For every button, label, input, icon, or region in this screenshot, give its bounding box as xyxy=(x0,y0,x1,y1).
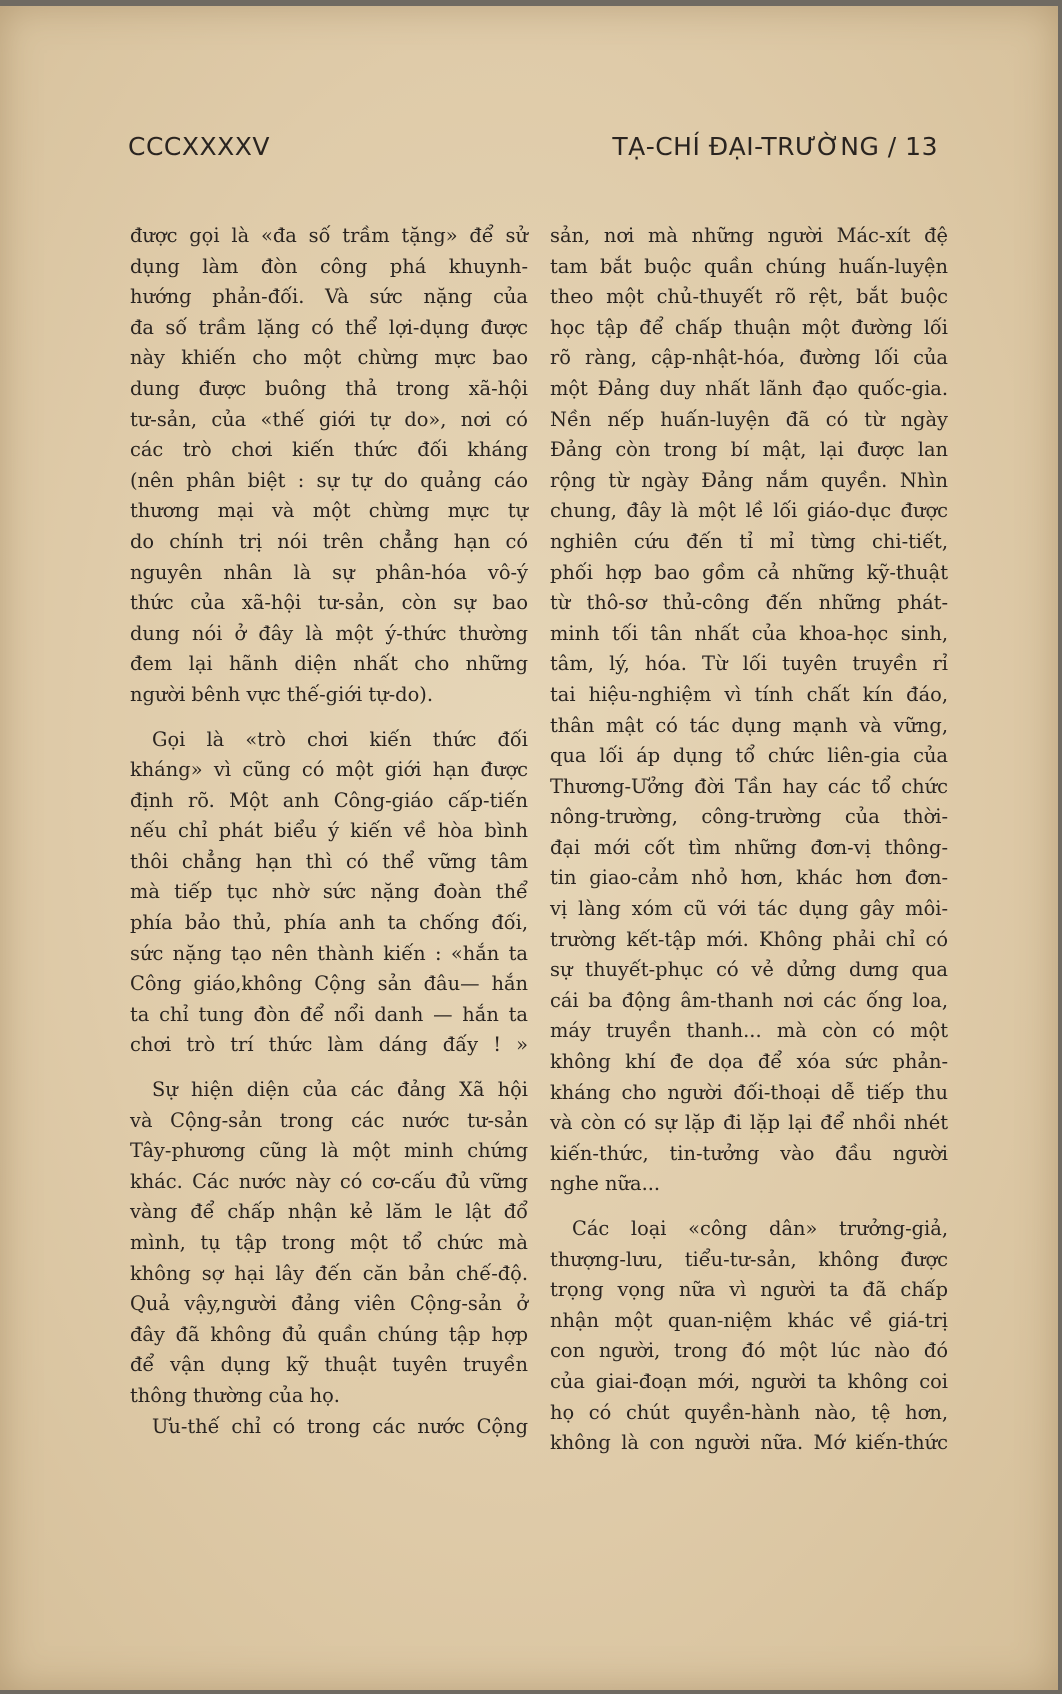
text-line: cái ba động âm-thanh nơi các ống loa, xyxy=(550,988,948,1012)
text-line: tâm, lý, hóa. Từ lối tuyên truyền rỉ xyxy=(550,652,948,676)
text-line: con người, trong đó một lúc nào đó xyxy=(550,1339,948,1363)
text-line: người bênh vực thế-giới tự-do). xyxy=(130,682,433,706)
document-page xyxy=(0,6,1058,1690)
text-line: máy truyền thanh... mà còn có một xyxy=(550,1019,948,1043)
text-line: qua lối áp dụng tổ chức liên-gia của xyxy=(550,744,948,768)
text-line: và còn có sự lặp đi lặp lại để nhồi nhét xyxy=(550,1111,948,1135)
text-line: sự thuyết-phục có vẻ dửng dưng qua xyxy=(550,958,948,982)
text-line: phía bảo thủ, phía anh ta chống đối, xyxy=(130,911,528,935)
text-line: minh tối tân nhất của khoa-học sinh, xyxy=(550,621,948,645)
text-line: trường kết-tập mới. Không phải chỉ có xyxy=(550,927,948,951)
text-line: kiến-thức, tin-tưởng vào đầu người xyxy=(550,1141,948,1165)
paragraph-gap xyxy=(550,1200,948,1214)
text-line: họ có chút quyền-hành nào, tệ hơn, xyxy=(550,1400,948,1424)
text-line: từ thô-sơ thủ-công đến những phát- xyxy=(550,591,948,615)
text-line: vàng để chấp nhận kẻ lăm le lật đổ xyxy=(130,1200,528,1224)
text-line: không là con người nữa. Mớ kiến-thức xyxy=(550,1431,948,1455)
text-line: Đảng còn trong bí mật, lại được lan xyxy=(550,438,948,462)
paragraph-gap xyxy=(130,711,528,725)
text-line: một Đảng duy nhất lãnh đạo quốc-gia. xyxy=(550,376,948,400)
text-line: Quả vậy,người đảng viên Cộng-sản ở xyxy=(130,1292,528,1316)
text-line: đem lại hãnh diện nhất cho những xyxy=(130,652,528,676)
text-line: Sự hiện diện của các đảng Xã hội xyxy=(152,1078,528,1102)
text-line: theo một chủ-thuyết rõ rệt, bắt buộc xyxy=(550,285,948,309)
text-line: để vận dụng kỹ thuật tuyên truyền xyxy=(130,1353,528,1377)
text-line: do chính trị nói trên chẳng hạn có xyxy=(130,529,528,553)
text-line: Gọi là «trò chơi kiến thức đối xyxy=(152,727,528,751)
text-column-left xyxy=(130,221,528,1442)
text-line: hướng phản-đối. Và sức nặng của xyxy=(130,285,528,309)
page-header xyxy=(128,132,938,172)
text-line: Ưu-thế chỉ có trong các nước Cộng xyxy=(152,1414,528,1438)
text-line: kháng» vì cũng có một giới hạn được xyxy=(130,758,528,782)
text-line: tam bắt buộc quần chúng huấn-luyện xyxy=(550,254,948,278)
text-line: sức nặng tạo nên thành kiến : «hắn ta xyxy=(130,941,528,965)
text-line: vị làng xóm cũ với tác dụng gây môi- xyxy=(550,897,948,921)
text-line: mà tiếp tục nhờ sức nặng đoàn thể xyxy=(130,880,528,904)
text-line: Các loại «công dân» trưởng-giả, xyxy=(572,1217,948,1240)
text-line: dung được buông thả trong xã-hội xyxy=(130,376,528,400)
text-line: rộng từ ngày Đảng nắm quyền. Nhìn xyxy=(550,468,948,492)
text-line: Công giáo,không Cộng sản đâu— hắn xyxy=(130,972,528,996)
text-line: thương mại và một chừng mực tự xyxy=(130,499,528,523)
text-line: phối hợp bao gồm cả những kỹ-thuật xyxy=(550,560,948,584)
text-line: tai hiệu-nghiệm vì tính chất kín đáo, xyxy=(550,682,948,706)
text-column-right xyxy=(550,221,948,1459)
text-line: đây đã không đủ quần chúng tập hợp xyxy=(130,1322,528,1346)
text-line: định rõ. Một anh Công-giáo cấp-tiến xyxy=(130,788,528,812)
text-line: dung nói ở đây là một ý-thức thường xyxy=(130,621,528,645)
text-line: chung, đây là một lề lối giáo-dục được xyxy=(550,499,948,523)
text-line: nông-trường, công-trường của thời- xyxy=(550,805,948,829)
text-line: các trò chơi kiến thức đối kháng xyxy=(130,438,528,462)
text-line: trọng vọng nữa vì người ta đã chấp xyxy=(550,1278,948,1302)
text-line: Tây-phương cũng là một minh chứng xyxy=(130,1139,528,1163)
text-line: ta chỉ tung đòn để nổi danh — hắn ta xyxy=(130,1002,528,1026)
text-line: thượng-lưu, tiểu-tư-sản, không được xyxy=(550,1247,948,1271)
text-line: học tập để chấp thuận một đường lối xyxy=(550,315,948,339)
header-right-title: TẠ-CHÍ ĐẠI-TRƯỜNG / 13 xyxy=(612,132,938,161)
text-line: của giai-đoạn mới, người ta không coi xyxy=(550,1369,948,1393)
text-line: này khiến cho một chừng mực bao xyxy=(130,346,528,370)
text-line: nhận một quan-niệm khác về giá-trị xyxy=(550,1308,948,1332)
text-line: được gọi là «đa số trầm tặng» để sử xyxy=(130,224,528,247)
text-line: chơi trò trí thức làm dáng đấy ! » xyxy=(130,1033,528,1057)
text-line: kháng cho người đối-thoại dễ tiếp thu xyxy=(550,1080,948,1104)
text-line: Thương-Ưởng đời Tần hay các tổ chức xyxy=(550,774,948,798)
text-line: nghiên cứu đến tỉ mỉ từng chi-tiết, xyxy=(550,529,948,553)
text-line: rõ ràng, cập-nhật-hóa, đường lối của xyxy=(550,346,948,370)
text-line: và Cộng-sản trong các nước tư-sản xyxy=(130,1108,528,1132)
text-line: thân mật có tác dụng mạnh và vững, xyxy=(550,713,948,737)
text-line: nếu chỉ phát biểu ý kiến về hòa bình xyxy=(130,819,528,843)
text-line: dụng làm đòn công phá khuynh- xyxy=(130,254,528,278)
text-line: đa số trầm lặng có thể lợi-dụng được xyxy=(130,315,528,339)
text-line: nguyên nhân là sự phân-hóa vô-ý xyxy=(130,560,528,584)
text-line: Nền nếp huấn-luyện đã có từ ngày xyxy=(550,407,948,431)
text-line: khác. Các nước này có cơ-cấu đủ vững xyxy=(130,1169,528,1193)
text-line: tin giao-cảm nhỏ hơn, khác hơn đơn- xyxy=(550,866,948,890)
text-line: đại mới cốt tìm những đơn-vị thông- xyxy=(550,835,948,859)
text-line: thức của xã-hội tư-sản, còn sự bao xyxy=(130,591,528,615)
text-line: thông thường của họ. xyxy=(130,1383,340,1407)
text-line: nghe nữa... xyxy=(550,1172,661,1196)
text-line: mình, tụ tập trong một tổ chức mà xyxy=(130,1231,528,1254)
text-line: thôi chẳng hạn thì có thể vững tâm xyxy=(130,849,528,873)
header-left-numeral: CCCXXXXV xyxy=(128,132,270,161)
text-line: không khí đe dọa để xóa sức phản- xyxy=(550,1050,948,1074)
text-line: không sợ hại lây đến căn bản chế-độ. xyxy=(130,1261,528,1285)
text-line: (nên phân biệt : sự tự do quảng cáo xyxy=(130,468,528,492)
text-line: sản, nơi mà những người Mác-xít đệ xyxy=(550,224,948,247)
paragraph-gap xyxy=(130,1061,528,1075)
text-line: tư-sản, của «thế giới tự do», nơi có xyxy=(130,407,528,431)
